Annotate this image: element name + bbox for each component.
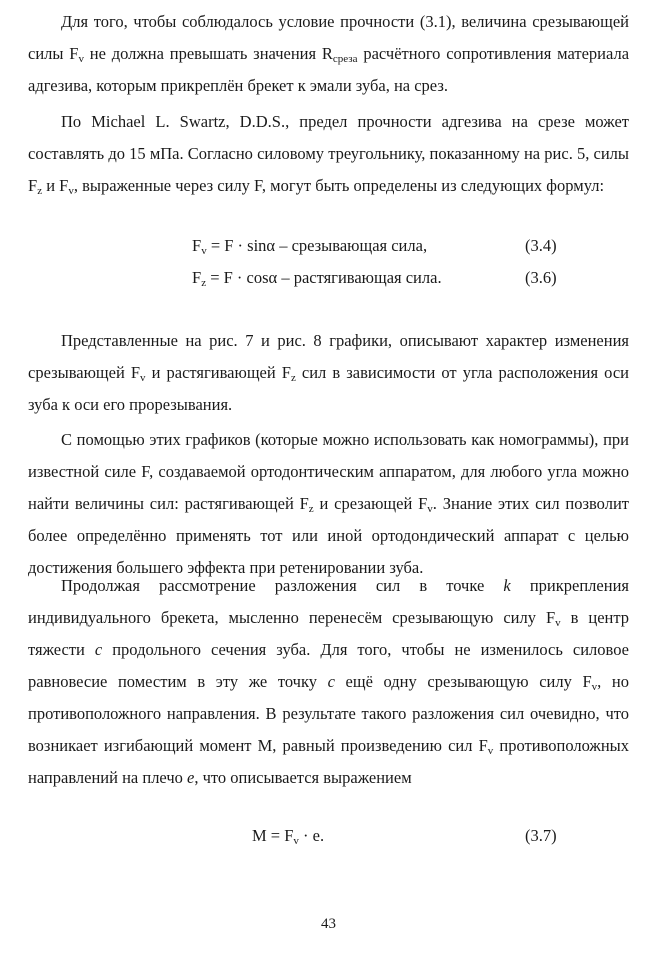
subscript: среза bbox=[332, 53, 358, 65]
text: , выраженные через силу F, могут быть определены из следующих формул: bbox=[73, 176, 605, 195]
text: С помощью этих графиков (которые можно использовать как номограммы), при известной силе F, создаваемой ортодонтическим аппаратом, для любого угла можно найти величины сил: растягивающей F bbox=[28, 430, 629, 513]
text: = F · sinα – срезывающая сила, bbox=[206, 236, 428, 255]
subscript: v bbox=[555, 617, 561, 629]
paragraph-5 bbox=[28, 570, 629, 794]
italic-c: c bbox=[327, 672, 335, 691]
text: По Michael L. Swartz, D.D.S., предел прочности адгезива на срезе может составлять до 15 мПа. Согласно силовому треугольнику, показанному на рис. 5, силы F bbox=[28, 112, 629, 195]
subscript: z bbox=[290, 372, 296, 384]
text: и растягивающей F bbox=[145, 363, 291, 382]
subscript: v bbox=[68, 185, 74, 197]
text: сил в зависимости от угла расположения оси зуба к оси его прорезывания. bbox=[28, 363, 629, 414]
paragraph-3 bbox=[28, 325, 629, 421]
subscript: z bbox=[308, 503, 314, 515]
text: F bbox=[192, 236, 202, 255]
text: · e. bbox=[298, 826, 325, 845]
subscript: v bbox=[591, 681, 598, 693]
paragraph-2 bbox=[28, 106, 629, 202]
italic-k: k bbox=[503, 576, 511, 595]
subscript: v bbox=[427, 503, 433, 515]
subscript: v bbox=[293, 835, 299, 847]
paragraph-4 bbox=[28, 424, 629, 584]
text: ещё одну срезывающую силу F bbox=[334, 672, 592, 691]
subscript: v bbox=[78, 53, 84, 65]
text: = F · cosα – растягивающая сила. bbox=[206, 268, 442, 287]
text: . Знание этих сил позволит более определённо применять тот или иной ортодондический аппарат с целью достижения большего эффекта при ретенировании зуба. bbox=[28, 494, 629, 577]
subscript: v bbox=[201, 245, 207, 257]
subscript: z bbox=[37, 185, 43, 197]
text: M = F bbox=[252, 826, 294, 845]
text: , что описывается выражением bbox=[194, 768, 412, 787]
equation-number: (3.7) bbox=[525, 826, 557, 845]
text: в центр тяжести bbox=[28, 608, 630, 659]
formula-3-7 bbox=[252, 824, 324, 848]
formula-3-6 bbox=[192, 266, 442, 290]
text: не должна превышать значения R bbox=[83, 44, 333, 63]
text: F bbox=[192, 268, 202, 287]
text: прикрепления индивидуального брекета, мысленно перенесём срезывающую силу F bbox=[28, 576, 629, 627]
equation-number: (3.4) bbox=[525, 236, 557, 255]
subscript: z bbox=[201, 277, 207, 289]
text: Представленные на рис. 7 и рис. 8 графики, описывают характер изменения срезывающей F bbox=[28, 331, 629, 382]
equation-number: (3.6) bbox=[525, 268, 557, 287]
text: и срезающей F bbox=[313, 494, 428, 513]
text: , но противоположного направления. В результате такого разложения сил очевидно, что возникает изгибающий момент M, равный произведению сил F bbox=[28, 672, 629, 755]
text: Продолжая рассмотрение разложения сил в точке bbox=[61, 576, 504, 595]
formula-3-4 bbox=[192, 234, 427, 258]
italic-c: c bbox=[94, 640, 103, 659]
text: противоположных направлений на плечо bbox=[28, 736, 629, 787]
subscript: v bbox=[487, 745, 494, 757]
italic-e: e bbox=[187, 768, 195, 787]
paragraph-1 bbox=[28, 6, 629, 102]
text: расчётного сопротивления материала адгезива, которым прикреплён брекет к эмали зуба, на срез. bbox=[28, 44, 630, 95]
text: продольного сечения зуба. Для того, чтобы не изменилось силовое равновесие поместим в эту же точку bbox=[28, 640, 629, 691]
text: и F bbox=[42, 176, 69, 195]
text: Для того, чтобы соблюдалось условие прочности (3.1), величина срезывающей силы F bbox=[28, 12, 629, 63]
subscript: v bbox=[140, 372, 146, 384]
page-number: 43 bbox=[321, 916, 336, 932]
